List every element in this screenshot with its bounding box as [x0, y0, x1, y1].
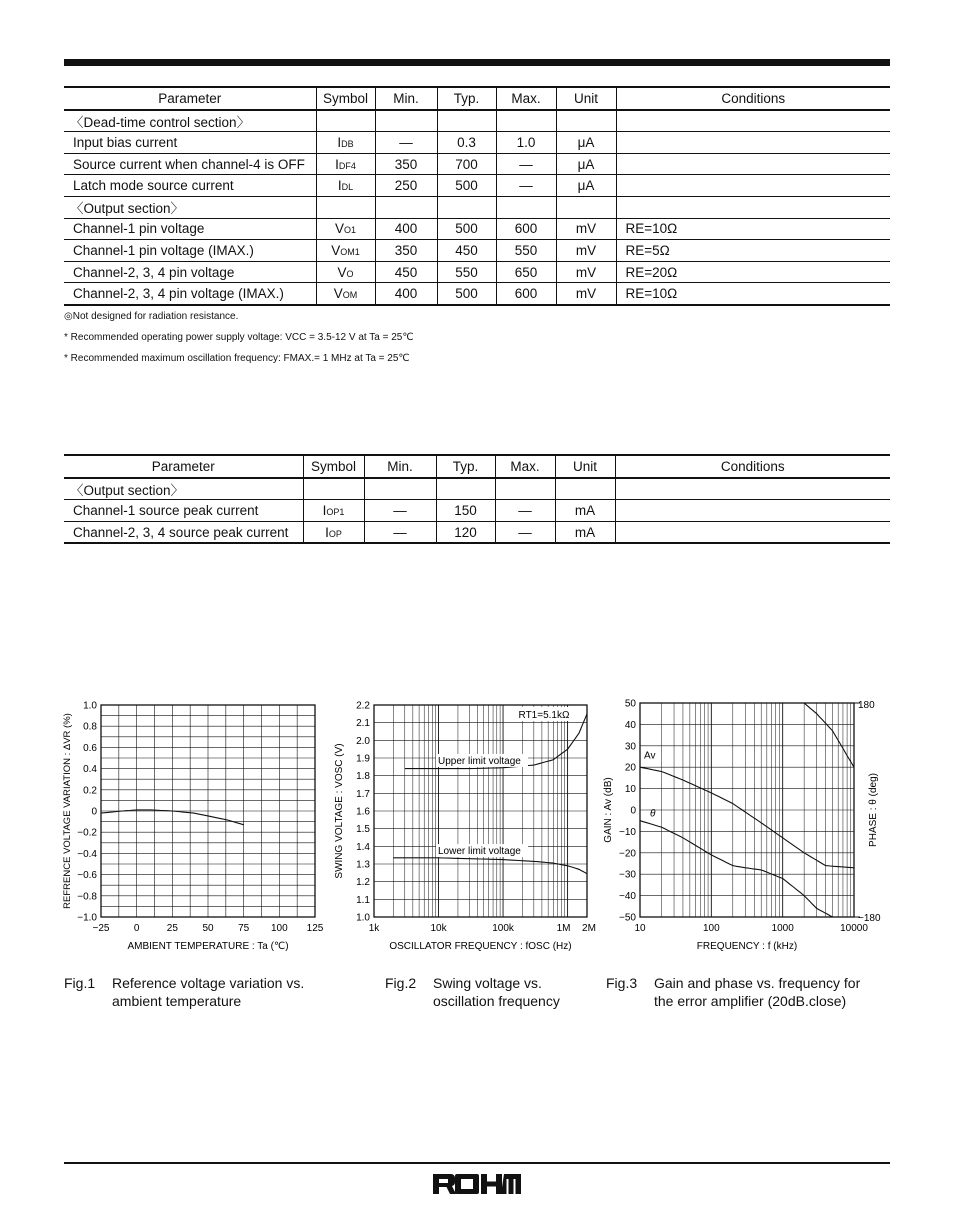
- empty-cell: [616, 110, 890, 132]
- symbol-main: V: [333, 286, 343, 302]
- notes: [64, 310, 414, 366]
- cell-min: 250: [375, 175, 437, 197]
- y-tick-label: 1.0: [356, 912, 370, 924]
- col-min: Min.: [375, 87, 437, 110]
- cell-unit: μA: [556, 132, 616, 154]
- section-row: [64, 478, 890, 500]
- table-row: [64, 132, 890, 154]
- y-axis-label: GAIN : Av (dB): [603, 777, 614, 843]
- fig1-caption-line1: Reference voltage variation vs.: [112, 975, 305, 991]
- y-tick-label: 0.2: [83, 785, 97, 797]
- label-upper-limit: Upper limit voltage: [438, 755, 521, 767]
- label-av: Av: [644, 750, 656, 762]
- y-tick-label: −0.6: [77, 870, 97, 882]
- y2-axis-label: PHASE : θ (deg): [868, 773, 879, 847]
- cell-symbol: [316, 240, 375, 262]
- symbol-subscript: DL: [341, 182, 354, 193]
- rohm-logo: [431, 1170, 523, 1196]
- y-tick-label: 1.4: [356, 841, 370, 853]
- x-axis-label: FREQUENCY : f (kHz): [696, 941, 798, 952]
- symbol-main: V: [331, 242, 341, 258]
- y-tick-label: 0: [91, 806, 97, 818]
- symbol-main: I: [337, 134, 342, 150]
- y2-tick-label: 180: [858, 700, 875, 711]
- fig2-chart: [330, 695, 600, 960]
- x-tick-label: 100k: [492, 923, 514, 934]
- symbol-subscript: OP1: [326, 506, 345, 517]
- note-radiation: ◎Not designed for radiation resistance.: [64, 311, 239, 322]
- fig3-chart: [600, 695, 890, 960]
- y-tick-label: 1.6: [356, 806, 370, 818]
- symbol-subscript: O: [346, 268, 354, 279]
- y2-tick-label: −180: [858, 913, 881, 924]
- x-tick-label: 10000: [840, 923, 868, 934]
- y-tick-label: 2.1: [356, 718, 370, 730]
- cell-symbol: [316, 175, 375, 197]
- col-unit: Unit: [555, 455, 615, 478]
- cell-param: Channel-1 source peak current: [64, 500, 303, 522]
- empty-cell: [375, 110, 437, 132]
- x-tick-label: −25: [92, 923, 110, 934]
- col-typ: Typ.: [437, 87, 496, 110]
- empty-cell: [496, 196, 556, 218]
- cell-cond: RE=10Ω: [616, 283, 890, 305]
- x-tick-label: 10: [634, 923, 646, 934]
- fig2-caption: [385, 974, 560, 1010]
- symbol-main: I: [335, 156, 339, 172]
- symbol-subscript: OM1: [340, 246, 360, 257]
- symbol-main: I: [325, 524, 329, 540]
- cell-cond: [616, 132, 890, 154]
- fig3-caption-line1: Gain and phase vs. frequency for: [654, 975, 861, 991]
- cell-symbol: [303, 500, 364, 522]
- cell-min: 400: [375, 283, 437, 305]
- empty-cell: [316, 196, 375, 218]
- y-tick-label: 1.1: [356, 894, 370, 906]
- cell-symbol: [316, 153, 375, 175]
- fig1-caption: [64, 974, 304, 1010]
- empty-cell: [496, 110, 556, 132]
- cell-cond: [616, 153, 890, 175]
- symbol-main: V: [334, 221, 344, 237]
- x-tick-label: 50: [202, 923, 214, 934]
- cell-min: 350: [375, 240, 437, 262]
- output-peak-current-table: [64, 454, 890, 544]
- table-row: [64, 500, 890, 522]
- col-unit: Unit: [556, 87, 616, 110]
- x-axis-label: OSCILLATOR FREQUENCY : fOSC (Hz): [389, 941, 572, 952]
- cell-max: 600: [496, 218, 556, 240]
- table-row: [64, 153, 890, 175]
- empty-cell: [616, 196, 890, 218]
- y-tick-label: 1.2: [356, 877, 370, 889]
- series-lower-limit-line: [393, 858, 587, 874]
- col-symbol: Symbol: [316, 87, 375, 110]
- cell-min: —: [375, 132, 437, 154]
- fig1-chart: [60, 695, 330, 960]
- cell-symbol: [316, 132, 375, 154]
- cell-max: —: [496, 153, 556, 175]
- x-tick-label: 0: [133, 923, 140, 934]
- y-tick-label: 0: [630, 805, 636, 817]
- cell-param: Channel-2, 3, 4 pin voltage: [64, 261, 316, 283]
- electrical-characteristics-table: [64, 86, 890, 306]
- cell-typ: 500: [437, 283, 496, 305]
- cell-cond: RE=5Ω: [616, 240, 890, 262]
- cell-min: —: [364, 500, 436, 522]
- cell-param: Latch mode source current: [64, 175, 316, 197]
- cell-symbol: [316, 261, 375, 283]
- y-axis-label: REFRENCE VOLTAGE VARIATION : ΔVR (%): [62, 713, 73, 909]
- col-typ: Typ.: [436, 455, 495, 478]
- cell-min: 350: [375, 153, 437, 175]
- fig2-caption-line1: Swing voltage vs.: [433, 975, 542, 991]
- cell-max: —: [495, 521, 555, 543]
- cell-cond: [616, 175, 890, 197]
- series-phase-line: [640, 821, 833, 917]
- fig1-label: Fig.1: [64, 975, 96, 991]
- cell-typ: 500: [437, 175, 496, 197]
- fig2-svg: [330, 695, 600, 955]
- x-tick-label: 100: [270, 923, 288, 934]
- x-tick-label: 1000: [771, 923, 794, 934]
- cell-symbol: [316, 283, 375, 305]
- y-tick-label: −10: [619, 826, 636, 838]
- cell-param: Channel-2, 3, 4 source peak current: [64, 521, 303, 543]
- cell-typ: 500: [437, 218, 496, 240]
- symbol-subscript: OM: [342, 290, 358, 301]
- cell-typ: 150: [436, 500, 495, 522]
- cell-max: 650: [496, 261, 556, 283]
- x-tick-label: 1k: [368, 923, 380, 934]
- cell-cond: RE=20Ω: [616, 261, 890, 283]
- cell-max: —: [496, 175, 556, 197]
- section-row: [64, 110, 890, 132]
- y-tick-label: 2.0: [356, 735, 370, 747]
- bottom-rule: [64, 1162, 890, 1164]
- cell-min: 450: [375, 261, 437, 283]
- symbol-subscript: OP: [328, 528, 342, 539]
- fig3-label: Fig.3: [606, 975, 638, 991]
- label-theta: θ: [650, 808, 656, 820]
- x-tick-label: 125: [306, 923, 324, 934]
- empty-cell: [437, 110, 496, 132]
- empty-cell: [436, 478, 495, 500]
- symbol-main: I: [337, 178, 342, 194]
- cell-typ: 120: [436, 521, 495, 543]
- x-tick-label: 100: [702, 923, 720, 934]
- empty-cell: [495, 478, 555, 500]
- cell-typ: 550: [437, 261, 496, 283]
- y-tick-label: −20: [619, 848, 636, 860]
- cell-unit: mA: [555, 500, 615, 522]
- cell-min: —: [364, 521, 436, 543]
- note-supply-voltage: * Recommended operating power supply voltage: VCC = 3.5-12 V at Ta = 25℃: [64, 332, 414, 343]
- section-label: 〈Output section〉: [64, 478, 303, 500]
- empty-cell: [437, 196, 496, 218]
- symbol-subscript: O1: [344, 225, 357, 236]
- empty-cell: [375, 196, 437, 218]
- y-tick-label: 10: [624, 784, 636, 796]
- table-row: [64, 261, 890, 283]
- y-tick-label: −30: [619, 869, 636, 881]
- y-axis-label: SWING VOLTAGE : VOSC (V): [334, 743, 345, 879]
- fig2-caption-line2: oscillation frequency: [433, 993, 560, 1009]
- y-tick-label: −0.8: [77, 891, 97, 903]
- cell-typ: 700: [437, 153, 496, 175]
- empty-cell: [316, 110, 375, 132]
- symbol-main: V: [337, 264, 347, 280]
- cell-param: Channel-1 pin voltage: [64, 218, 316, 240]
- y-tick-label: 1.5: [356, 824, 370, 836]
- section-label: 〈Dead-time control section〉: [64, 110, 316, 132]
- cell-unit: mV: [556, 283, 616, 305]
- cell-cond: [615, 521, 890, 543]
- empty-cell: [615, 478, 890, 500]
- y-tick-label: −40: [619, 891, 636, 903]
- col-conditions: Conditions: [616, 87, 890, 110]
- y-tick-label: −0.2: [77, 827, 97, 839]
- fig3-svg: [600, 695, 890, 955]
- x-tick-label: 2M: [582, 923, 596, 934]
- symbol-main: I: [322, 502, 327, 518]
- y-tick-label: 1.9: [356, 753, 370, 765]
- table-header-row: [64, 87, 890, 110]
- col-max: Max.: [496, 87, 556, 110]
- y-tick-label: 2.2: [356, 700, 370, 712]
- y-tick-label: 0.8: [83, 721, 97, 733]
- cell-max: —: [495, 500, 555, 522]
- y-tick-label: 1.8: [356, 771, 370, 783]
- empty-cell: [555, 478, 615, 500]
- fig3-caption: [606, 974, 860, 1010]
- cell-param: Channel-1 pin voltage (IMAX.): [64, 240, 316, 262]
- col-min: Min.: [364, 455, 436, 478]
- symbol-subscript: DF4: [338, 160, 356, 171]
- y-tick-label: 20: [624, 762, 636, 774]
- y-tick-label: 1.7: [356, 788, 370, 800]
- table-row: [64, 240, 890, 262]
- col-conditions: Conditions: [615, 455, 890, 478]
- y-tick-label: 0.4: [83, 764, 97, 776]
- y-tick-label: 40: [624, 719, 636, 731]
- empty-cell: [556, 110, 616, 132]
- table-row: [64, 175, 890, 197]
- fig2-label: Fig.2: [385, 975, 417, 991]
- cell-param: Channel-2, 3, 4 pin voltage (IMAX.): [64, 283, 316, 305]
- section-label: 〈Output section〉: [64, 196, 316, 218]
- y-tick-label: −1.0: [77, 912, 97, 924]
- empty-cell: [364, 478, 436, 500]
- cell-param: Source current when channel-4 is OFF: [64, 153, 316, 175]
- cell-max: 600: [496, 283, 556, 305]
- cell-max: 550: [496, 240, 556, 262]
- col-parameter: Parameter: [64, 87, 316, 110]
- note-max-frequency: * Recommended maximum oscillation frequency: FMAX.= 1 MHz at Ta = 25℃: [64, 353, 410, 364]
- fig1-caption-line2: ambient temperature: [112, 993, 242, 1009]
- y-tick-label: 0.6: [83, 742, 97, 754]
- x-tick-label: 25: [166, 923, 178, 934]
- table-header-row: [64, 455, 890, 478]
- fig1-svg: [60, 695, 330, 955]
- cell-typ: 450: [437, 240, 496, 262]
- cell-unit: mV: [556, 261, 616, 283]
- label-lower-limit: Lower limit voltage: [438, 846, 521, 858]
- fig3-caption-line2: the error amplifier (20dB.close): [654, 993, 847, 1009]
- cell-unit: mV: [556, 240, 616, 262]
- col-parameter: Parameter: [64, 455, 303, 478]
- table-row: [64, 283, 890, 305]
- table-row: [64, 218, 890, 240]
- cell-unit: μA: [556, 175, 616, 197]
- cell-unit: mA: [555, 521, 615, 543]
- series-phase-upper-line: [804, 703, 854, 767]
- table-row: [64, 521, 890, 543]
- x-tick-label: 1M: [556, 923, 571, 934]
- cell-max: 1.0: [496, 132, 556, 154]
- col-max: Max.: [495, 455, 555, 478]
- annotation-rt1: RT1=5.1kΩ: [518, 710, 570, 721]
- y-tick-label: 1.3: [356, 859, 370, 871]
- top-rule: [64, 59, 890, 66]
- cell-min: 400: [375, 218, 437, 240]
- y-tick-label: 1.0: [83, 700, 97, 712]
- x-tick-label: 75: [238, 923, 250, 934]
- cell-unit: mV: [556, 218, 616, 240]
- empty-cell: [303, 478, 364, 500]
- cell-typ: 0.3: [437, 132, 496, 154]
- empty-cell: [556, 196, 616, 218]
- y-tick-label: −50: [619, 912, 636, 924]
- col-symbol: Symbol: [303, 455, 364, 478]
- cell-unit: μA: [556, 153, 616, 175]
- section-row: [64, 196, 890, 218]
- cell-param: Input bias current: [64, 132, 316, 154]
- y-tick-label: 30: [624, 741, 636, 753]
- symbol-subscript: DB: [341, 138, 354, 149]
- y-tick-label: 50: [624, 698, 636, 710]
- y-tick-label: −0.4: [77, 848, 97, 860]
- x-axis-label: AMBIENT TEMPERATURE : Ta (℃): [127, 941, 289, 952]
- cell-cond: RE=10Ω: [616, 218, 890, 240]
- cell-symbol: [303, 521, 364, 543]
- x-tick-label: 10k: [430, 923, 447, 934]
- cell-symbol: [316, 218, 375, 240]
- cell-cond: [615, 500, 890, 522]
